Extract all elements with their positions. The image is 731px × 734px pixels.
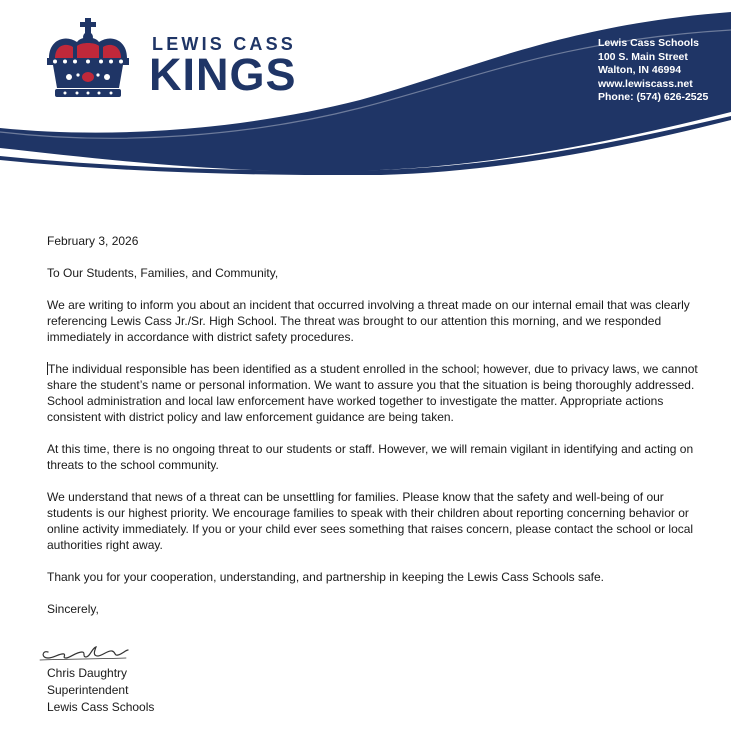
crown-logo [43, 18, 133, 100]
brand-title: KINGS [149, 49, 297, 100]
letter-salutation: To Our Students, Families, and Community, [47, 266, 279, 280]
letter-paragraph: We understand that news of a threat can be unsettling for families. Please know that the safety and well-being of our students is our highest priority. We encourage families to speak with their children about reporting concerning behavior or online activity immediately. If you or your child ever sees something that raises concern, please contact the school or local authorities right away. [47, 490, 694, 552]
signer-name: Chris Daughtry [47, 666, 128, 680]
letter-paragraph-text: The individual responsible has been identified as a student enrolled in the school; however, due to privacy laws, we cannot share the student’s name or personal information. We want to assure you that the situation is being thoroughly addressed. School administration and local law enforcement have worked together to investigate the matter. Appropriate actions consistent with district policy and law enforcement guidance are being taken. [47, 362, 698, 424]
letter-paragraph: Thank you for your cooperation, understanding, and partnership in keeping the Lewis Cass Schools safe. [47, 570, 605, 584]
signer-organization: Lewis Cass Schools [47, 700, 155, 714]
contact-phone: Phone: (574) 626-2525 [598, 91, 709, 104]
letter-paragraph: We are writing to inform you about an incident that occurred involving a threat made on our internal email that was clearly referencing Lewis Cass Jr./Sr. High School. The threat was brought to our attention this morning, and we responded immediately in accordance with district safety procedures. [47, 298, 690, 344]
contact-street: 100 S. Main Street [598, 50, 688, 63]
letter-paragraph: At this time, there is no ongoing threat to our students or staff. However, we will remain vigilant in identifying and acting on threats to the school community. [47, 442, 694, 472]
contact-city: Walton, IN 46994 [598, 64, 682, 77]
contact-name: Lewis Cass Schools [598, 37, 699, 49]
contact-block [598, 37, 708, 105]
letter-date: February 3, 2026 [47, 234, 139, 248]
signature-block [47, 665, 154, 716]
signature-image [38, 638, 130, 664]
brand-subtitle: LEWIS CASS [152, 34, 297, 54]
letter-closing: Sincerely, [47, 602, 99, 616]
signer-title: Superintendent [47, 683, 129, 697]
contact-website[interactable]: www.lewiscass.net [598, 77, 693, 90]
letter-paragraph [47, 361, 707, 425]
letter-body [47, 233, 707, 629]
letterhead [0, 0, 731, 175]
